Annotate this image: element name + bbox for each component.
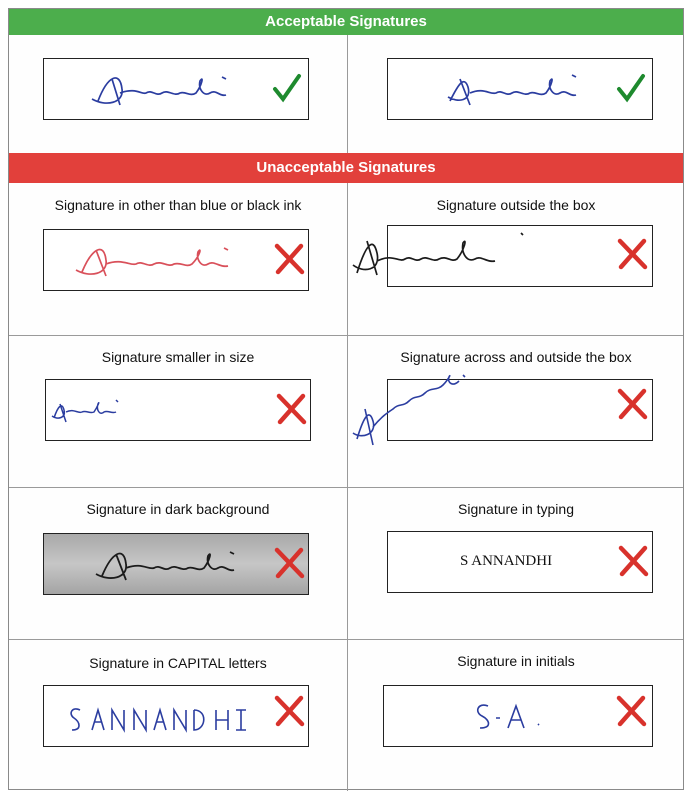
acceptable-banner: Acceptable Signatures [9,9,683,35]
case-caption: Signature smaller in size [101,349,255,365]
signature-scribble [474,700,564,736]
acceptable-example-2 [387,58,653,120]
example-dark-background [43,533,309,595]
case-caption: Signature in typing [458,501,574,517]
signature-scribble [86,67,266,113]
signature-scribble [94,542,274,588]
check-icon [616,73,646,103]
example-typed [387,531,653,593]
divider [9,639,683,640]
signature-scribble [50,394,130,428]
case-caption: Signature outside the box [436,197,596,213]
cross-icon [615,237,649,271]
typed-signature: S ANNANDHI [460,553,553,569]
case-caption: Signature in CAPITAL letters [89,655,267,671]
cross-icon [615,387,649,421]
signature-guidelines-sheet [8,8,684,790]
signature-scribble [444,67,614,113]
case-caption: Signature in dark background [86,501,270,517]
cross-icon [274,392,308,426]
case-caption: Signature in initials [457,653,575,669]
divider [9,335,683,336]
signature-scribble [66,702,256,738]
cross-icon [614,694,648,728]
example-initials [383,685,653,747]
acceptable-example-1 [43,58,309,120]
cross-icon [272,694,306,728]
case-caption: Signature across and outside the box [400,349,632,365]
example-small [45,379,311,441]
divider [9,487,683,488]
divider [347,35,348,153]
example-red-ink [43,229,309,291]
check-icon [272,73,302,103]
unacceptable-banner: Unacceptable Signatures [9,153,683,183]
cross-icon [272,546,306,580]
signature-scribble [351,369,481,449]
cross-icon [616,544,650,578]
signature-scribble [74,238,274,284]
example-capital-letters [43,685,309,747]
case-caption: Signature in other than blue or black ink [54,197,302,213]
cross-icon [272,242,306,276]
signature-scribble [351,229,531,289]
